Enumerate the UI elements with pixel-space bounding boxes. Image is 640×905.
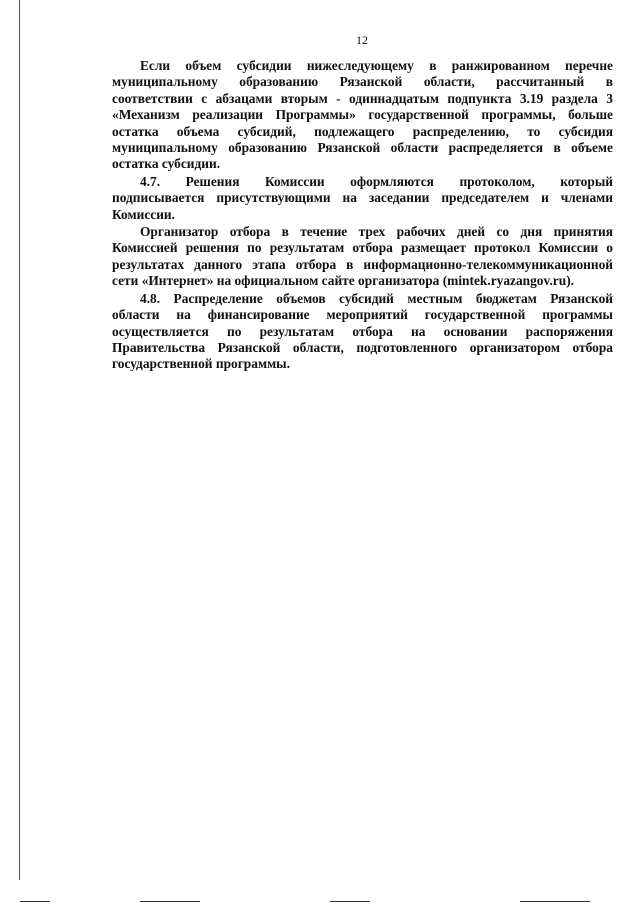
text-line: осуществляется по результатам отбора на основании распоряжения — [112, 323, 613, 339]
scan-artifact — [520, 901, 590, 902]
scan-artifact — [330, 901, 370, 902]
text-line: соответствии с абзацами вторым - одиннадцатым подпункта 3.19 раздела 3 — [112, 90, 613, 106]
text-line: 4.8. Распределение объемов субсидий местным бюджетам Рязанской — [140, 290, 613, 306]
paragraph-4-8 — [112, 291, 613, 373]
paragraph-4-7 — [112, 174, 613, 223]
text-line: остатка объема субсидий, подлежащего распределению, то субсидия — [112, 123, 613, 139]
text-line: муниципальному образованию Рязанской области распределяется в объеме — [112, 140, 613, 156]
text-line: Комиссией решения по результатам отбора размещает протокол Комиссии о — [112, 240, 613, 256]
page-number: 12 — [356, 33, 368, 47]
text-line: муниципальному образованию Рязанской области, рассчитанный в — [112, 74, 613, 90]
paragraph-subsidy-remainder — [112, 58, 613, 173]
text-line: Если объем субсидии нижеследующему в ранжированном перечне — [140, 58, 613, 73]
scan-artifact — [20, 901, 50, 902]
text-line: области на финансирование мероприятий государственной программы — [112, 307, 613, 323]
text-line: сети «Интернет» на официальном сайте организатора (mintek.ryazangov.ru). — [112, 273, 575, 289]
document-body — [112, 58, 613, 373]
scan-left-edge — [19, 0, 20, 880]
paragraph-organizer — [112, 224, 613, 290]
text-line: Комиссии. — [112, 206, 175, 222]
text-line: подписывается присутствующими на заседании председателем и членами — [112, 190, 613, 206]
text-line: 4.7. Решения Комиссии оформляются протоколом, который — [140, 173, 613, 189]
text-line: Правительства Рязанской области, подготовленного организатором отбора — [112, 339, 613, 355]
text-line: государственной программы. — [112, 356, 290, 372]
text-line: остатка субсидии. — [112, 156, 221, 172]
text-line: Организатор отбора в течение трех рабочих дней со дня принятия — [140, 224, 613, 240]
scan-artifact — [140, 901, 200, 902]
text-line: «Механизм реализации Программы» государственной программы, больше — [112, 107, 613, 123]
text-line: результатах данного этапа отбора в информационно-телекоммуникационной — [112, 256, 613, 272]
